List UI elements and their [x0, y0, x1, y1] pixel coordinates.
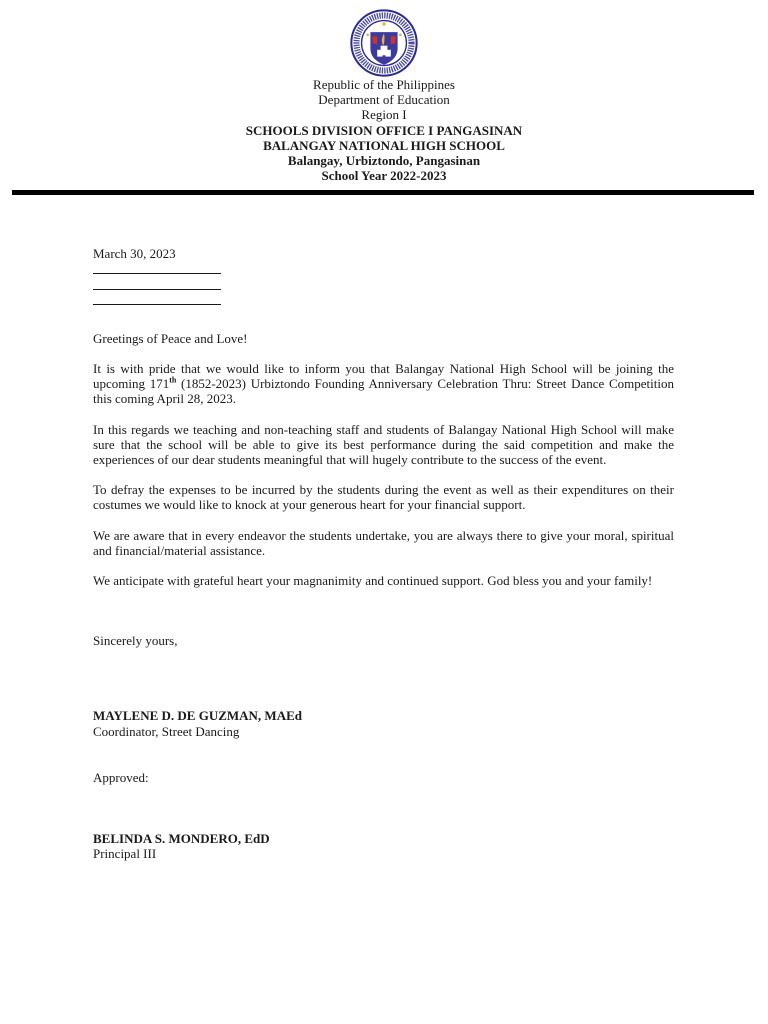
ordinal-suffix: th: [169, 375, 177, 385]
recipient-blank-line: [93, 274, 221, 289]
school-year-line: School Year 2022-2023: [321, 168, 447, 184]
greeting: Greetings of Peace and Love!: [93, 330, 248, 346]
letter-date: March 30, 2023: [93, 246, 176, 261]
approver-title: Principal III: [93, 846, 157, 862]
signature-block-coordinator: [93, 708, 674, 738]
paragraph-announcement-text-1: It is with pride that we would like to inform you that Balangay National High School will be joining the upcoming 171: [93, 360, 674, 392]
approved-label: Approved:: [93, 769, 149, 785]
country-line: Republic of the Philippines: [313, 77, 455, 92]
recipient-blank-line: [93, 290, 221, 305]
letterhead: [0, 77, 768, 183]
paragraph-announcement: [93, 361, 674, 407]
paragraph-request: To defray the expenses to be incurred by the students during the event as well as their expenditures on their costumes we would like to knock at your generous heart for your financial support.: [93, 482, 674, 513]
approver-name: BELINDA S. MONDERO, EdD: [93, 831, 270, 847]
recipient-blanks: [93, 259, 674, 305]
address-line: Balangay, Urbiztondo, Pangasinan: [287, 153, 481, 169]
paragraph-gratitude: We are aware that in every endeavor the students undertake, you are always there to give your moral, spiritual and financial/material assistance.: [93, 527, 674, 558]
deped-seal-logo: [350, 9, 418, 77]
letter-body: [93, 246, 674, 861]
paragraph-announcement-text-2: (1852-2023) Urbiztondo Founding Anniversary Celebration Thru: Street Dance Competition this coming April 28, 2023.: [93, 376, 674, 407]
recipient-blank-line: [93, 259, 221, 274]
school-name-line: BALANGAY NATIONAL HIGH SCHOOL: [263, 137, 505, 153]
division-line: SCHOOLS DIVISION OFFICE I PANGASINAN: [245, 122, 523, 138]
signatory-name: MAYLENE D. DE GUZMAN, MAEd: [93, 708, 302, 724]
complimentary-close: Sincerely yours,: [93, 633, 178, 649]
region-line: Region I: [361, 107, 407, 123]
signatory-title: Coordinator, Street Dancing: [93, 723, 240, 739]
paragraph-closing: We anticipate with grateful heart your magnanimity and continued support. God bless you and your family!: [93, 573, 653, 588]
header-divider: [12, 190, 754, 195]
department-line: Department of Education: [318, 92, 450, 108]
signature-block-principal: [93, 831, 674, 861]
paragraph-commitment: In this regards we teaching and non-teaching staff and students of Balangay National High School will make sure that the school will be able to give its best performance during the said competition and make the experiences of our dear students meaningful that will hugely contribute to the success of the event.: [93, 421, 674, 467]
deped-seal-icon: [350, 9, 418, 77]
